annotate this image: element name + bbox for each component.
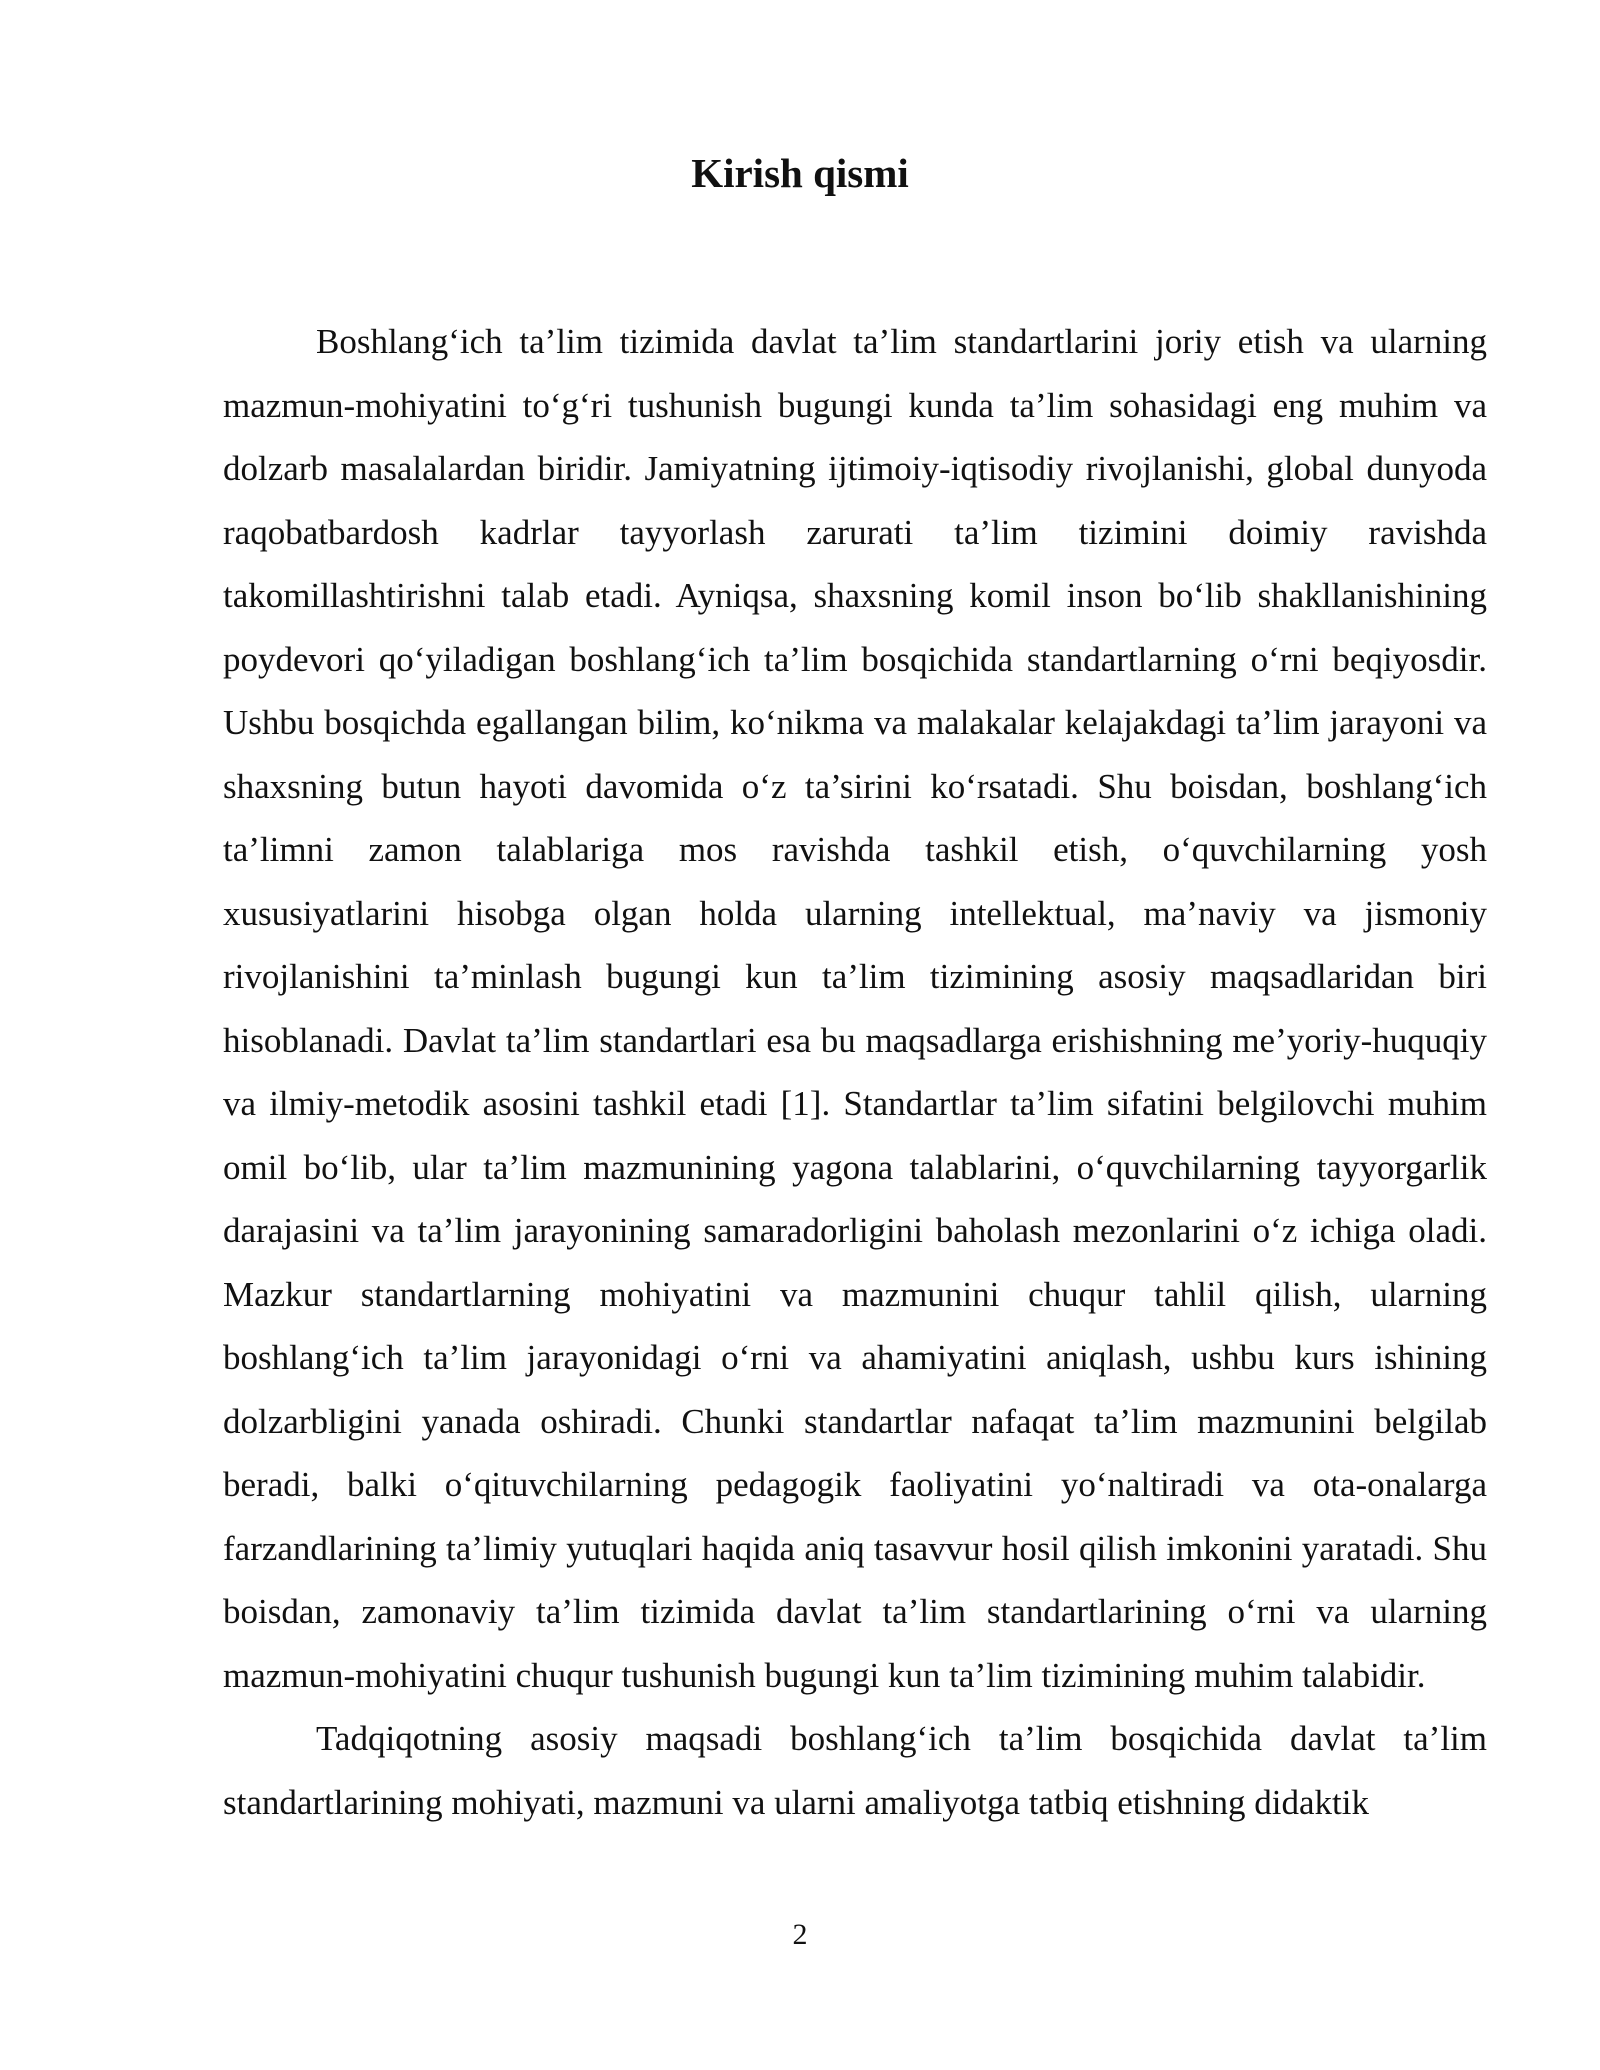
document-body	[223, 310, 1487, 1834]
page-title: Kirish qismi	[691, 150, 909, 196]
paragraph-introduction: Boshlang‘ich ta’lim tizimida davlat ta’lim standartlarini joriy etish va ularning mazmun-mohiyatini to‘g‘ri tushunish bugungi kunda ta’lim sohasidagi eng muhim va dolzarb masalalardan biridir. Jamiyatning ijtimoiy-iqtisodiy rivojlanishi, global dunyoda raqobatbardosh kadrlar tayyorlash zarurati ta’lim tizimini doimiy ravishda takomillashtirishni talab etadi. Ayniqsa, shaxsning komil inson bo‘lib shakllanishining poydevori qo‘yiladigan boshlang‘ich ta’lim bosqichida standartlarning o‘rni beqiyosdir. Ushbu bosqichda egallangan bilim, ko‘nikma va malakalar kelajakdagi ta’lim jarayoni va shaxsning butun hayoti davomida o‘z ta’sirini ko‘rsatadi. Shu boisdan, boshlang‘ich ta’limni zamon talablariga mos ravishda tashkil etish, o‘quvchilarning yosh xususiyatlarini hisobga olgan holda ularning intellektual, ma’naviy va jismoniy rivojlanishini ta’minlash bugungi kun ta’lim tizimining asosiy maqsadlaridan biri hisoblanadi. Davlat ta’lim standartlari esa bu maqsadlarga erishishning me’yoriy-huquqiy va ilmiy-metodik asosini tashkil etadi [1]. Standartlar ta’lim sifatini belgilovchi muhim omil bo‘lib, ular ta’lim mazmunining yagona talablarini, o‘quvchilarning tayyorgarlik darajasini va ta’lim jarayonining samaradorligini baholash mezonlarini o‘z ichiga oladi. Mazkur standartlarning mohiyatini va mazmunini chuqur tahlil qilish, ularning boshlang‘ich ta’lim jarayonidagi o‘rni va ahamiyatini aniqlash, ushbu kurs ishining dolzarbligini yanada oshiradi. Chunki standartlar nafaqat ta’lim mazmunini belgilab beradi, balki o‘qituvchilarning pedagogik faoliyatini yo‘naltiradi va ota-onalarga farzandlarining ta’limiy yutuqlari haqida aniq tasavvur hosil qilish imkonini yaratadi. Shu boisdan, zamonaviy ta’lim tizimida davlat ta’lim standartlarining o‘rni va ularning mazmun-mohiyatini chuqur tushunish bugungi kun ta’lim tizimining muhim talabidir.	[223, 322, 1487, 1695]
paragraph-research-goal: Tadqiqotning asosiy maqsadi boshlang‘ich ta’lim bosqichida davlat ta’lim standartlarining mohiyati, mazmuni va ularni amaliyotga tatbiq etishning didaktik	[223, 1719, 1487, 1822]
page-number: 2	[792, 1918, 808, 1951]
